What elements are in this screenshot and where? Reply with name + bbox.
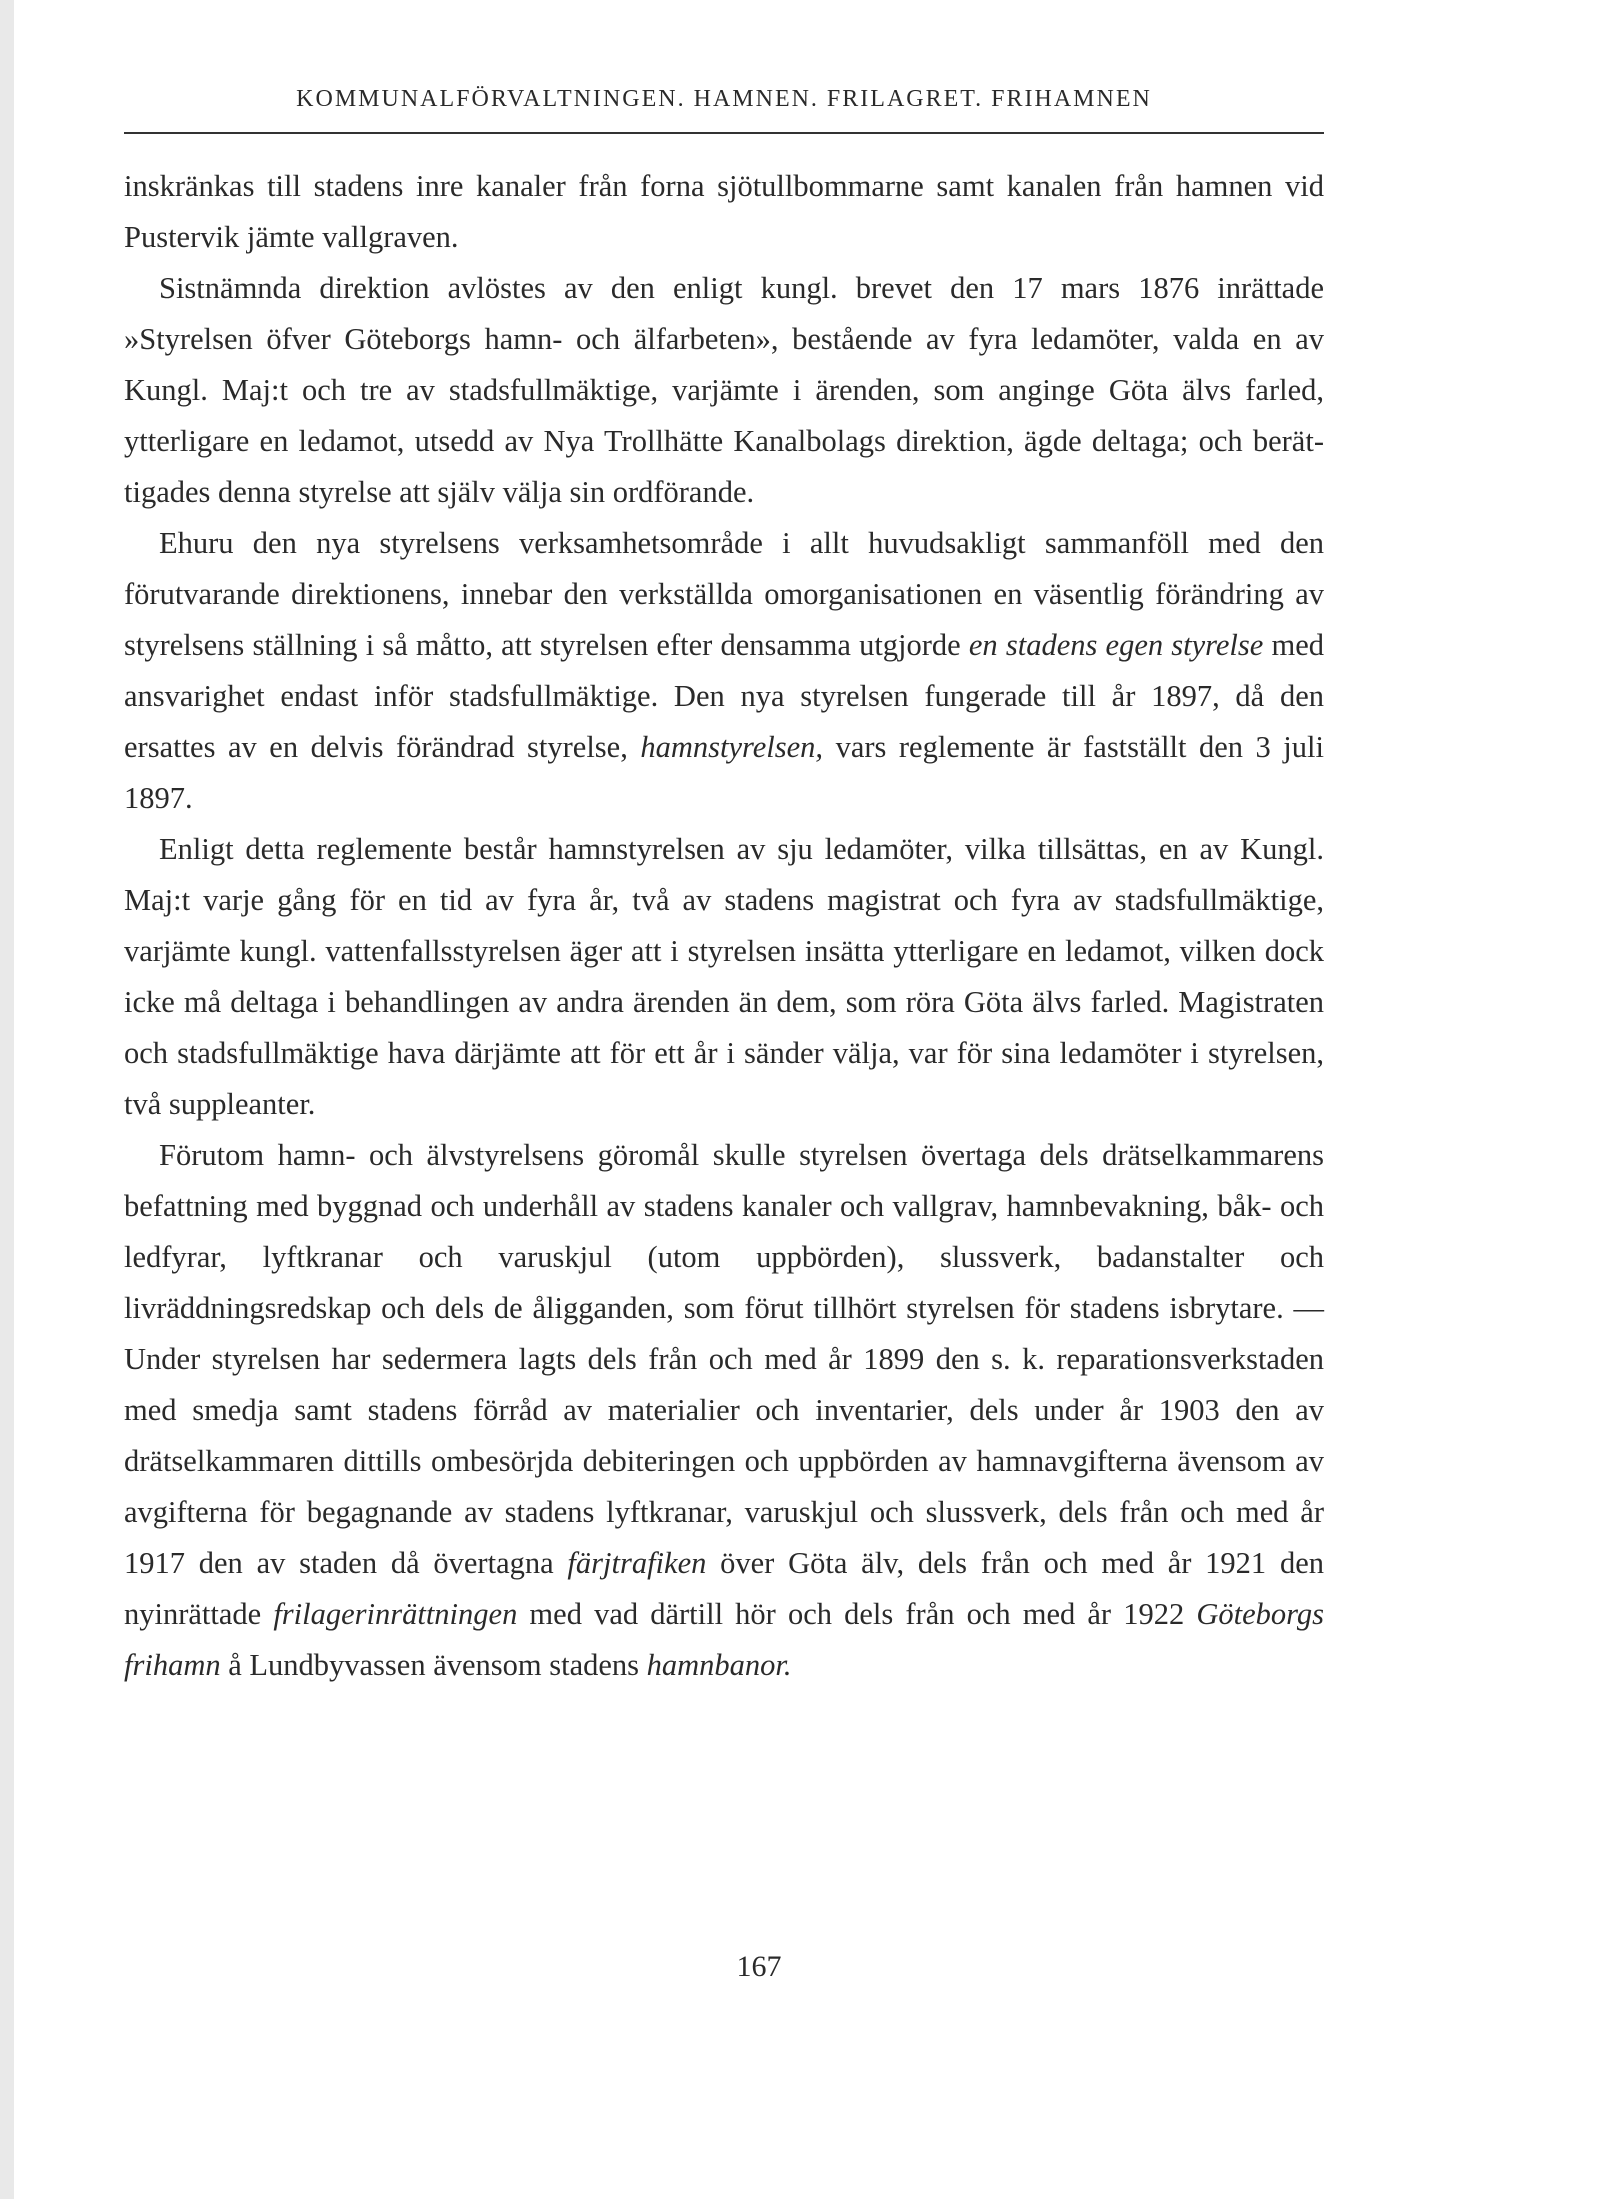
italic-phrase: frilagerinrättningen xyxy=(273,1597,518,1631)
page-number: 167 xyxy=(736,1950,782,1983)
header-rule xyxy=(124,132,1324,134)
italic-phrase: Göteborgs frihamn xyxy=(124,1597,1324,1682)
scan-edge xyxy=(0,0,14,2199)
italic-phrase: hamnbanor. xyxy=(646,1648,792,1682)
italic-phrase: en stadens egen styrelse xyxy=(968,628,1264,662)
running-head: KOMMUNALFÖRVALTNINGEN. HAMNEN. FRILAGRET. FRIHAMNEN xyxy=(296,86,1152,112)
book-page xyxy=(124,0,1324,2199)
body-text xyxy=(124,161,1324,1691)
italic-phrase: hamnstyrelsen, xyxy=(640,730,824,764)
paragraph: Sistnämnda direktion avlöstes av den enligt kungl. brevet den 17 mars 1876 inrättade »Styrelsen öfver Göteborgs hamn- och älfarbeten», bestående av fyra ledamöter, valda en av Kungl. Maj:t och tre av stadsfullmäktige, varjämte i ärenden, som anginge Göta älvs farled, ytterligare en ledamot, utsedd av Nya Trollhätte Kanalbolags direktion, ägde deltaga; och berättigades denna styrelse att själv välja sin ordförande. xyxy=(124,271,1324,509)
paragraph: Förutom hamn- och älvstyrelsens göromål skulle styrelsen övertaga dels drätselkammarens befattning med byggnad och underhåll av stadens kanaler och vallgrav, hamnbevakning, båk- och ledfyrar, lyftkranar och varuskjul (utom uppbörden), slussverk, badanstalter och livräddningsredskap och dels de åligganden, som förut tillhört styrelsen för stadens isbrytare. — Under styrelsen har sedermera lagts dels från och med år 1899 den s. k. reparationsverkstaden med smedja samt stadens förråd av materialier och inventarier, dels under år 1903 den av drätselkammaren dittills ombesörjda debiteringen och uppbörden av hamnavgifterna ävensom av avgifterna för begagnande av stadens lyftkranar, varuskjul och slussverk, dels från och med år 1917 den av staden då övertagna färjtrafiken över Göta älv, dels från och med år 1921 den nyinrättade frilagerinrättningen med vad därtill hör och dels från och med år 1922 Göteborgs frihamn å Lundbyvassen ävensom stadens hamnbanor. xyxy=(124,1138,1324,1682)
italic-phrase: färjtrafiken xyxy=(567,1546,707,1580)
paragraph: Enligt detta reglemente består hamnstyrelsen av sju ledamöter, vilka tillsättas, en av Kungl. Maj:t varje gång för en tid av fyra år, två av stadens magistrat och fyra av stadsfullmäktige, varjämte kungl. vattenfallsstyrelsen äger att i styrelsen insätta ytterligare en ledamot, vilken dock icke må deltaga i behandlingen av andra ärenden än dem, som röra Göta älvs farled. Magistraten och stadsfullmäktige hava därjämte att för ett år i sänder välja, var för sina ledamöter i styrelsen, två suppleanter. xyxy=(124,832,1324,1121)
paragraph: inskränkas till stadens inre kanaler från forna sjötullbommarne samt kanalen från hamnen vid Pustervik jämte vallgraven. xyxy=(124,169,1324,254)
paragraph: Ehuru den nya styrelsens verksamhetsområde i allt huvudsakligt sammanföll med den förutvarande direktionens, innebar den verkställda omorganisationen en väsentlig förändring av styrelsens ställning i så måtto, att styrelsen efter densamma utgjorde en stadens egen styrelse med ansvarighet endast inför stadsfullmäktige. Den nya styrelsen fungerade till år 1897, då den ersattes av en delvis förändrad styrelse, hamnstyrelsen, vars reglemente är fastställt den 3 juli 1897. xyxy=(124,526,1324,815)
